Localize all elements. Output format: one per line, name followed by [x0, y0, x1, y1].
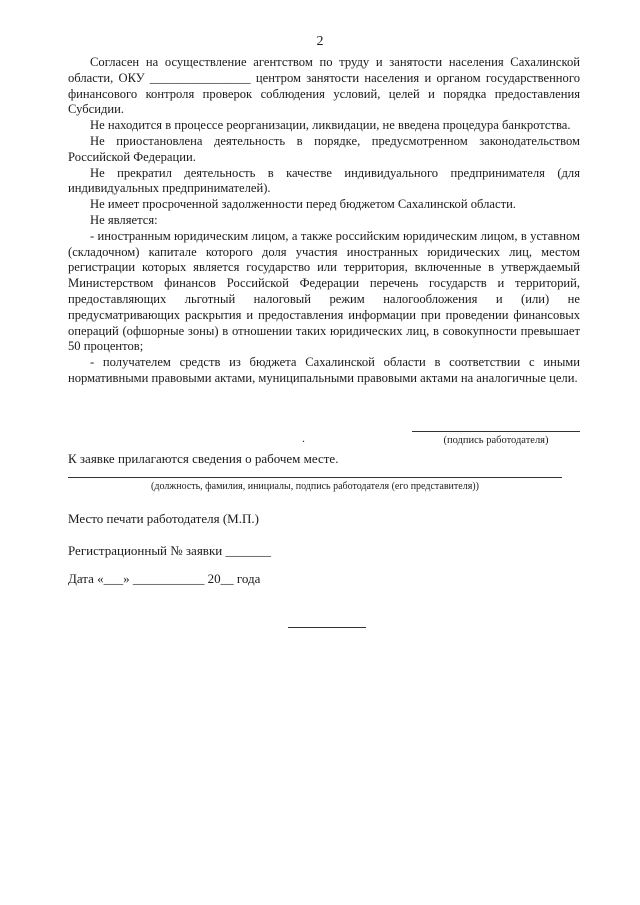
employer-signature-line: [412, 431, 580, 432]
document-end-line: [288, 627, 366, 628]
list-item-budget-recipient: - получателем средств из бюджета Сахалинской области в соответствии с иными нормативными правовыми актами, муниципальными правовыми актами на аналогичные цели.: [68, 355, 580, 385]
paragraph-no-debt: Не имеет просроченной задолженности перед бюджетом Сахалинской области.: [90, 197, 516, 212]
registration-number-field: Регистрационный № заявки _______: [68, 543, 271, 558]
paragraph-no-reorganization: Не находится в процессе реорганизации, ликвидации, не введена процедура банкротства.: [90, 118, 571, 133]
attachment-statement: К заявке прилагаются сведения о рабочем месте.: [68, 451, 339, 466]
date-field: Дата «___» ___________ 20__ года: [68, 571, 261, 586]
employer-signature-caption: (подпись работодателя): [443, 435, 549, 446]
paragraph-not-suspended: Не приостановлена деятельность в порядке, предусмотренном законодательством Российской Федерации.: [68, 133, 580, 164]
stamp-place-label: Место печати работодателя (М.П.): [68, 511, 259, 526]
paragraph-consent: Согласен на осуществление агентством по труду и занятости населения Сахалинской области, ОКУ ________________ центром занятости населения и органом государственного финансового контроля проверок соблюдения условий, целей и порядка предоставления Субсидии.: [68, 55, 580, 117]
paragraph-is-not: Не является:: [90, 212, 158, 227]
paragraph-not-ceased: Не прекратил деятельность в качестве индивидуального предпринимателя (для индивидуальных предпринимателей).: [68, 165, 580, 196]
list-item-foreign-entity: - иностранным юридическим лицом, а также российским юридическим лицом, в уставном (складочном) капитале которого доля участия иностранных юридических лиц, местом регистрации которых является государство или территория, включенные в утверждаемый Министерством финансов Российской Федерации перечень государств и территорий, предоставляющих льготный налоговый режим налогообложения и (или) не предусматривающих раскрытия и предоставления информации при проведении финансовых операций (офшорные зоны) в отношении таких юридических лиц, в совокупности превышает 50 процентов;: [68, 228, 580, 354]
document-body: [68, 55, 580, 387]
stray-dot: .: [302, 431, 305, 445]
representative-signature-line: [68, 477, 562, 478]
page-number: 2: [316, 34, 324, 49]
representative-signature-caption: (должность, фамилия, инициалы, подпись работодателя (его представителя)): [151, 481, 479, 492]
